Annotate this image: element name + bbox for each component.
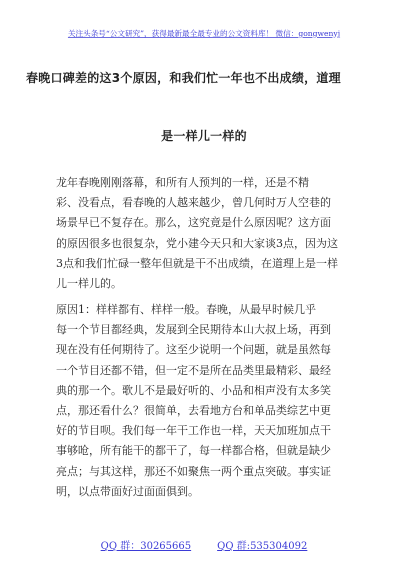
- paragraph-intro: [34, 173, 376, 294]
- paragraph-line: 亮点；与其这样，那还不如聚焦一两个重点突破。事实证: [56, 464, 331, 478]
- paragraph-line: 典的那一个。歌儿不是最好听的、小品和相声没有太多笑: [56, 383, 331, 397]
- article-title-line-2: 是一样儿一样的: [161, 129, 247, 143]
- paragraph-line: 场景早已不复存在。那么，这究竟是什么原因呢？这方面: [56, 216, 331, 230]
- article-title-line-1: 春晚口碑差的这3个原因，和我们忙一年也不出成绩，道理: [26, 71, 341, 85]
- paragraph-line: 儿一样儿的。: [56, 277, 122, 291]
- qq-group-2-link[interactable]: QQ 群:535304092: [217, 541, 308, 552]
- paragraph-line: 彩、没看点，看春晚的人越来越少，曾几何时万人空巷的: [56, 196, 331, 210]
- paragraph-line: 原因1：样样都有、样样一般。春晚，从最早时候几乎: [56, 303, 316, 316]
- paragraph-line: 点，那还看什么？很简单，去看地方台和单品类综艺中更: [56, 404, 331, 418]
- paragraph-reason-1: [34, 300, 376, 502]
- paragraph-line: 明，以点带面好过面面俱到。: [56, 484, 199, 498]
- paragraph-line: 现在没有任何期待了。这至少说明一个问题，就是虽然每: [56, 343, 331, 357]
- qq-group-1-link[interactable]: QQ 群：30265665: [100, 541, 192, 552]
- header-promo-note: 关注头条号“公文研究”，获得最新最全最专业的公文资料库！ 微信：gongwenyj: [67, 29, 341, 38]
- paragraph-line: 龙年春晚刚刚落幕，和所有人预判的一样，还是不精: [56, 176, 309, 189]
- paragraph-line: 一个节目还都不错，但一定不是所在品类里最精彩、最经: [56, 363, 331, 377]
- paragraph-line: 3点和我们忙碌一整年但就是干不出成绩，在道理上是一样: [56, 256, 338, 270]
- footer-contact: [0, 537, 408, 552]
- paragraph-line: 的原因很多也很复杂，党小建今天只和大家谈3点，因为这: [56, 236, 338, 250]
- paragraph-line: 每一个节目都经典，发展到全民期待本山大叔上场，再到: [56, 323, 331, 337]
- paragraph-line: 好的节目呗。我们每一年干工作也一样，天天加班加点干: [56, 424, 331, 438]
- paragraph-line: 事够呛，所有能干的都干了，每一样都合格，但就是缺少: [56, 444, 331, 458]
